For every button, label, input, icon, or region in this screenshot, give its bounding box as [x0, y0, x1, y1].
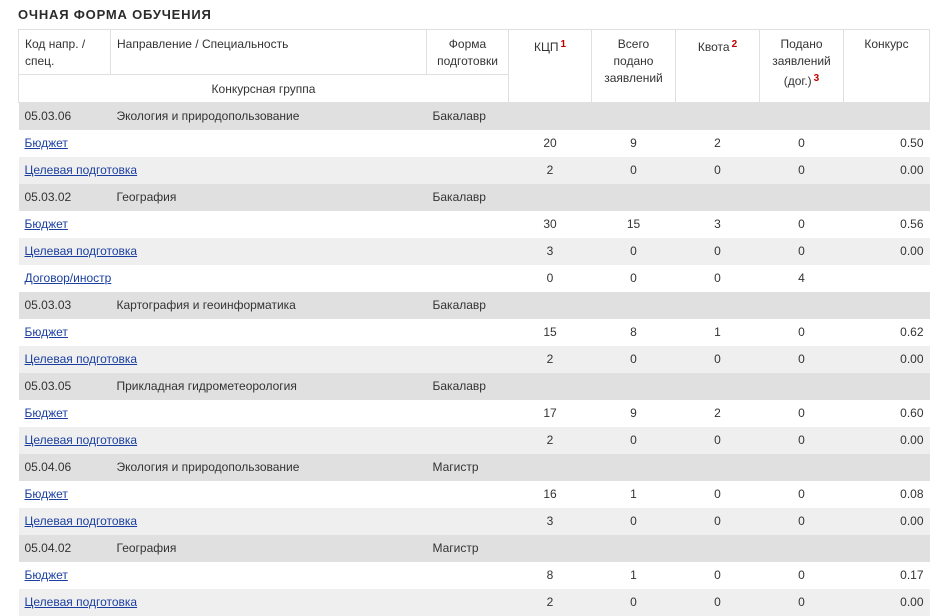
spec-code: 05.03.06: [19, 103, 111, 130]
group-row: [19, 265, 930, 292]
spec-filler: [509, 373, 930, 400]
contract-value: 0: [760, 346, 844, 373]
quota-value: 0: [676, 508, 760, 535]
competition-value: 0.60: [844, 400, 930, 427]
group-row: [19, 562, 930, 589]
group-name-cell: [19, 211, 509, 238]
header-form: Форма подготовки: [427, 30, 509, 75]
total-value: 9: [592, 130, 676, 157]
group-row: [19, 481, 930, 508]
contract-value: 0: [760, 238, 844, 265]
quota-value: 0: [676, 238, 760, 265]
group-name-cell: [19, 481, 509, 508]
kcp-value: 0: [509, 265, 592, 292]
kcp-value: 17: [509, 400, 592, 427]
competition-value: 0.56: [844, 211, 930, 238]
spec-form: Бакалавр: [427, 184, 509, 211]
contract-value: 0: [760, 319, 844, 346]
group-name-cell: [19, 589, 509, 616]
specialty-row: [19, 454, 930, 481]
total-value: 0: [592, 427, 676, 454]
spec-code: 05.03.02: [19, 184, 111, 211]
contract-value: 0: [760, 400, 844, 427]
contract-value: 0: [760, 508, 844, 535]
header-group: Конкурсная группа: [19, 75, 509, 103]
group-name-cell: [19, 400, 509, 427]
group-link[interactable]: Бюджет: [24, 487, 68, 501]
group-link[interactable]: Договор/иностр: [24, 271, 112, 285]
competition-value: 0.00: [844, 346, 930, 373]
group-link[interactable]: Целевая подготовка: [24, 244, 138, 258]
group-link[interactable]: Бюджет: [24, 568, 68, 582]
group-link[interactable]: Целевая подготовка: [24, 433, 138, 447]
header-quota: [676, 30, 760, 103]
quota-value: 0: [676, 346, 760, 373]
competition-value: 0.00: [844, 589, 930, 616]
spec-filler: [509, 454, 930, 481]
group-link[interactable]: Бюджет: [24, 406, 68, 420]
quota-value: 0: [676, 157, 760, 184]
specialty-row: [19, 184, 930, 211]
spec-form: Бакалавр: [427, 103, 509, 130]
header-direction: Направление / Специальность: [111, 30, 427, 75]
kcp-value: 3: [509, 508, 592, 535]
spec-name: Экология и природопользование: [111, 103, 427, 130]
group-row: [19, 319, 930, 346]
group-row: [19, 238, 930, 265]
group-link[interactable]: Бюджет: [24, 136, 68, 150]
total-value: 1: [592, 481, 676, 508]
header-quota-label: Квота: [697, 40, 730, 54]
kcp-value: 3: [509, 238, 592, 265]
total-value: 0: [592, 508, 676, 535]
spec-name: Картография и геоинформатика: [111, 292, 427, 319]
group-name-cell: [19, 157, 509, 184]
footnote-2: 2: [731, 39, 738, 50]
specialty-row: [19, 373, 930, 400]
group-name-cell: [19, 319, 509, 346]
competition-value: 0.00: [844, 238, 930, 265]
kcp-value: 2: [509, 346, 592, 373]
spec-filler: [509, 292, 930, 319]
group-row: [19, 508, 930, 535]
footnote-1: 1: [560, 39, 567, 50]
quota-value: 0: [676, 265, 760, 292]
quota-value: 1: [676, 319, 760, 346]
group-row: [19, 589, 930, 616]
quota-value: 2: [676, 130, 760, 157]
competition-value: [844, 265, 930, 292]
total-value: 15: [592, 211, 676, 238]
group-link[interactable]: Целевая подготовка: [24, 352, 138, 366]
header-code: Код напр. / спец.: [19, 30, 111, 75]
group-name-cell: [19, 508, 509, 535]
total-value: 0: [592, 157, 676, 184]
group-link[interactable]: Целевая подготовка: [24, 514, 138, 528]
header-kcp: [509, 30, 592, 103]
kcp-value: 8: [509, 562, 592, 589]
contract-value: 0: [760, 157, 844, 184]
competition-value: 0.17: [844, 562, 930, 589]
group-name-cell: [19, 130, 509, 157]
group-name-cell: [19, 427, 509, 454]
group-name-cell: [19, 562, 509, 589]
group-row: [19, 130, 930, 157]
total-value: 0: [592, 265, 676, 292]
total-value: 0: [592, 346, 676, 373]
contract-value: 0: [760, 211, 844, 238]
specialty-row: [19, 103, 930, 130]
spec-form: Магистр: [427, 454, 509, 481]
header-competition: Конкурс: [844, 30, 930, 103]
specialty-row: [19, 535, 930, 562]
header-contract: [760, 30, 844, 103]
contract-value: 0: [760, 130, 844, 157]
spec-filler: [509, 184, 930, 211]
kcp-value: 15: [509, 319, 592, 346]
total-value: 0: [592, 589, 676, 616]
competition-value: 0.00: [844, 427, 930, 454]
footnote-3: 3: [813, 73, 820, 84]
contract-value: 4: [760, 265, 844, 292]
table-body: [19, 103, 930, 616]
group-name-cell: [19, 265, 509, 292]
group-name-cell: [19, 238, 509, 265]
group-name-cell: [19, 346, 509, 373]
kcp-value: 2: [509, 589, 592, 616]
quota-value: 3: [676, 211, 760, 238]
group-row: [19, 400, 930, 427]
quota-value: 2: [676, 400, 760, 427]
group-link[interactable]: Бюджет: [24, 217, 68, 231]
spec-code: 05.03.03: [19, 292, 111, 319]
quota-value: 0: [676, 562, 760, 589]
spec-form: Магистр: [427, 535, 509, 562]
spec-form: Бакалавр: [427, 292, 509, 319]
kcp-value: 30: [509, 211, 592, 238]
total-value: 1: [592, 562, 676, 589]
spec-code: 05.04.06: [19, 454, 111, 481]
quota-value: 0: [676, 427, 760, 454]
group-row: [19, 157, 930, 184]
group-link[interactable]: Целевая подготовка: [24, 595, 138, 609]
kcp-value: 2: [509, 157, 592, 184]
group-link[interactable]: Бюджет: [24, 325, 68, 339]
group-row: [19, 427, 930, 454]
quota-value: 0: [676, 589, 760, 616]
spec-name: География: [111, 535, 427, 562]
page-title: ОЧНАЯ ФОРМА ОБУЧЕНИЯ: [18, 7, 212, 22]
group-link[interactable]: Целевая подготовка: [24, 163, 138, 177]
competition-value: 0.00: [844, 508, 930, 535]
kcp-value: 16: [509, 481, 592, 508]
contract-value: 0: [760, 481, 844, 508]
total-value: 8: [592, 319, 676, 346]
spec-name: Прикладная гидрометеорология: [111, 373, 427, 400]
spec-name: География: [111, 184, 427, 211]
spec-form: Бакалавр: [427, 373, 509, 400]
competition-value: 0.62: [844, 319, 930, 346]
competition-value: 0.08: [844, 481, 930, 508]
contract-value: 0: [760, 562, 844, 589]
contract-value: 0: [760, 427, 844, 454]
spec-filler: [509, 535, 930, 562]
admission-table: [18, 29, 930, 616]
contract-value: 0: [760, 589, 844, 616]
competition-value: 0.00: [844, 157, 930, 184]
spec-name: Экология и природопользование: [111, 454, 427, 481]
total-value: 0: [592, 238, 676, 265]
group-row: [19, 211, 930, 238]
competition-value: 0.50: [844, 130, 930, 157]
kcp-value: 20: [509, 130, 592, 157]
total-value: 9: [592, 400, 676, 427]
header-kcp-label: КЦП: [533, 40, 559, 54]
spec-code: 05.03.05: [19, 373, 111, 400]
header-total: Всего подано заявлений: [592, 30, 676, 103]
spec-code: 05.04.02: [19, 535, 111, 562]
quota-value: 0: [676, 481, 760, 508]
kcp-value: 2: [509, 427, 592, 454]
header-contract-label: Подано заявлений (дог.): [772, 37, 831, 88]
spec-filler: [509, 103, 930, 130]
group-row: [19, 346, 930, 373]
specialty-row: [19, 292, 930, 319]
